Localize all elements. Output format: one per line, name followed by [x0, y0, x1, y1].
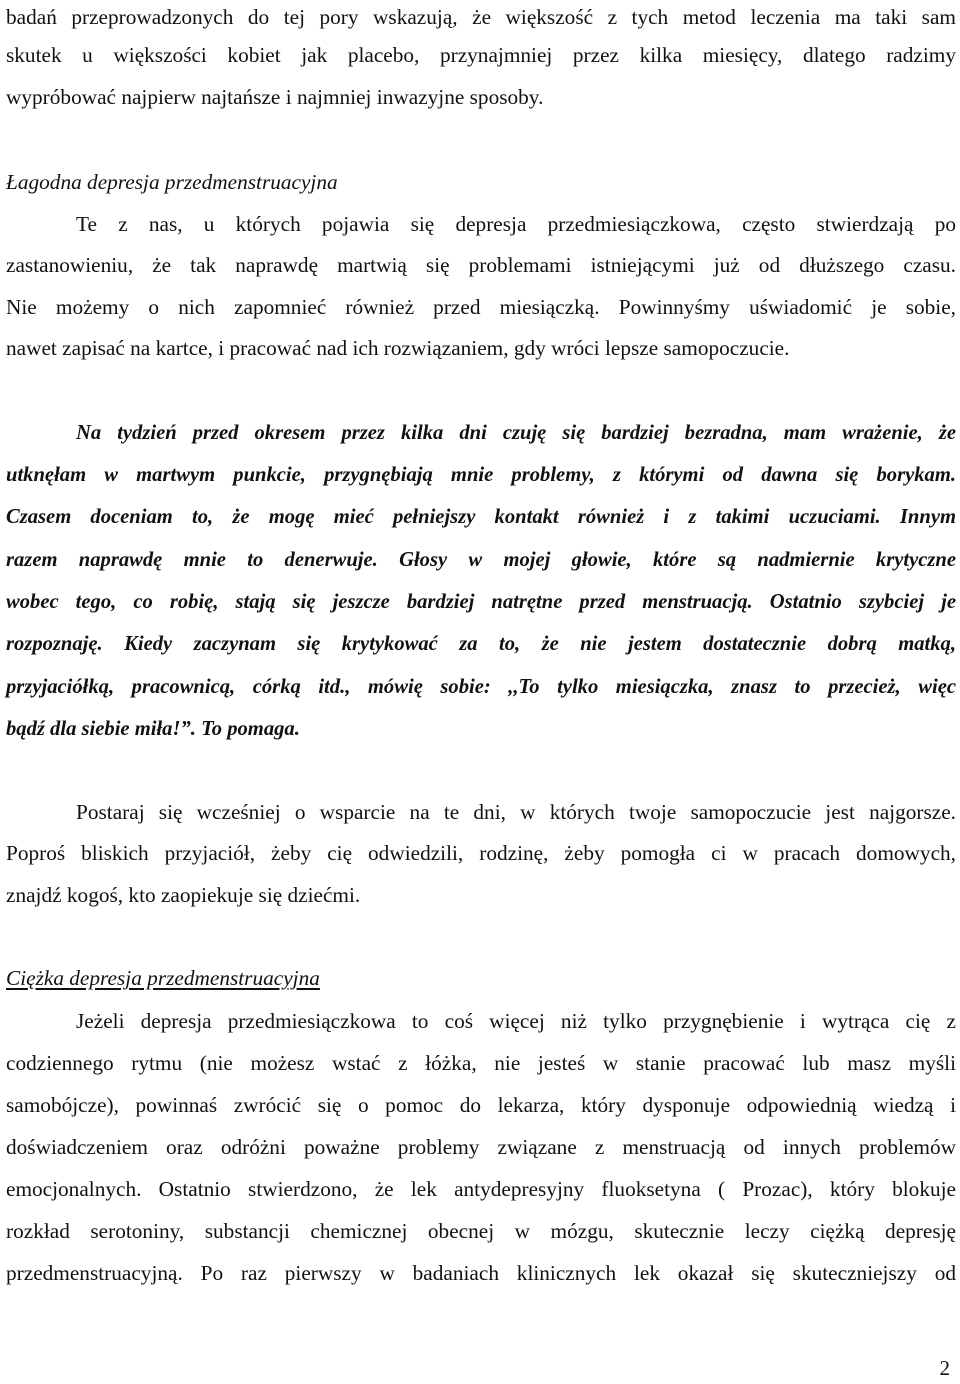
severe-line-3: samobójcze), powinnaś zwrócić się o pomoc do lekarza, który dysponuje odpowiednią wiedzą i [6, 1093, 956, 1117]
quote-line-5: wobec tego, co robię, stają się jeszcze bardziej natrętne przed menstruacją. Ostatnio szybciej je [6, 591, 956, 613]
mild-line-3: Nie możemy o nich zapomnieć również przed miesiączką. Powinnyśmy uświadomić je sobie, [6, 295, 956, 319]
support-line-3: znajdź kogoś, kto zaopiekuje się dziećmi. [6, 883, 361, 907]
severe-line-2: codziennego rytmu (nie możesz wstać z łóżka, nie jesteś w stanie pracować lub masz myśli [6, 1051, 956, 1075]
quote-line-6: rozpoznaję. Kiedy zaczynam się krytykować za to, że nie jestem dostatecznie dobrą matką, [6, 633, 956, 655]
support-line-1: Postaraj się wcześniej o wsparcie na te dni, w których twoje samopoczucie jest najgorsze. [76, 800, 956, 824]
quote-line-1: Na tydzień przed okresem przez kilka dni czuję się bardziej bezradna, mam wrażenie, że [76, 422, 956, 444]
section-heading-severe-text: Ciężka depresja przedmenstruacyjna [6, 966, 320, 990]
severe-line-5: emocjonalnych. Ostatnio stwierdzono, że lek antydepresyjny fluoksetyna ( Prozac), który blokuje [6, 1177, 956, 1201]
intro-line-3: wypróbować najpierw najtańsze i najmniej inwazyjne sposoby. [6, 85, 544, 109]
page-number: 2 [939, 1356, 950, 1380]
quote-line-8: bądź dla siebie miła!”. To pomaga. [6, 718, 300, 740]
quote-line-4: razem naprawdę mnie to denerwuje. Głosy w mojej głowie, które są nadmiernie krytyczne [6, 549, 956, 571]
intro-line-1: badań przeprowadzonych do tej pory wskazują, że większość z tych metod leczenia ma taki sam [6, 5, 956, 29]
severe-line-4: doświadczeniem oraz odróżni poważne problemy związane z menstruacją od innych problemów [6, 1135, 956, 1159]
section-heading-mild: Łagodna depresja przedmenstruacyjna [6, 170, 338, 194]
severe-line-7: przedmenstruacyjną. Po raz pierwszy w badaniach klinicznych lek okazał się skuteczniejszy od [6, 1261, 956, 1285]
severe-line-1: Jeżeli depresja przedmiesiączkowa to coś więcej niż tylko przygnębienie i wytrąca cię z [76, 1009, 956, 1033]
quote-line-7: przyjaciółką, pracownicą, córką itd., mówię sobie: ,,To tylko miesiączka, znasz to przecież, więc [6, 676, 956, 698]
quote-line-2: utknęłam w martwym punkcie, przygnębiają mnie problemy, z którymi od dawna się borykam. [6, 464, 956, 486]
section-heading-severe [6, 963, 956, 993]
support-line-2: Poproś bliskich przyjaciół, żeby cię odwiedzili, rodzinę, żeby pomogła ci w pracach domowych, [6, 841, 956, 865]
mild-line-1: Te z nas, u których pojawia się depresja przedmiesiączkowa, często stwierdzają po [76, 212, 956, 236]
mild-line-4: nawet zapisać na kartce, i pracować nad ich rozwiązaniem, gdy wróci lepsze samopoczucie. [6, 336, 790, 360]
quote-line-3: Czasem doceniam to, że mogę mieć pełniejszy kontakt również i z takimi uczuciami. Innym [6, 506, 956, 528]
severe-line-6: rozkład serotoniny, substancji chemicznej obecnej w mózgu, skutecznie leczy ciężką depresję [6, 1219, 956, 1243]
mild-line-2: zastanowieniu, że tak naprawdę martwią się problemami istniejącymi już od dłuższego czasu. [6, 253, 956, 277]
intro-line-2: skutek u większości kobiet jak placebo, przynajmniej przez kilka miesięcy, dlatego radzimy [6, 43, 956, 67]
